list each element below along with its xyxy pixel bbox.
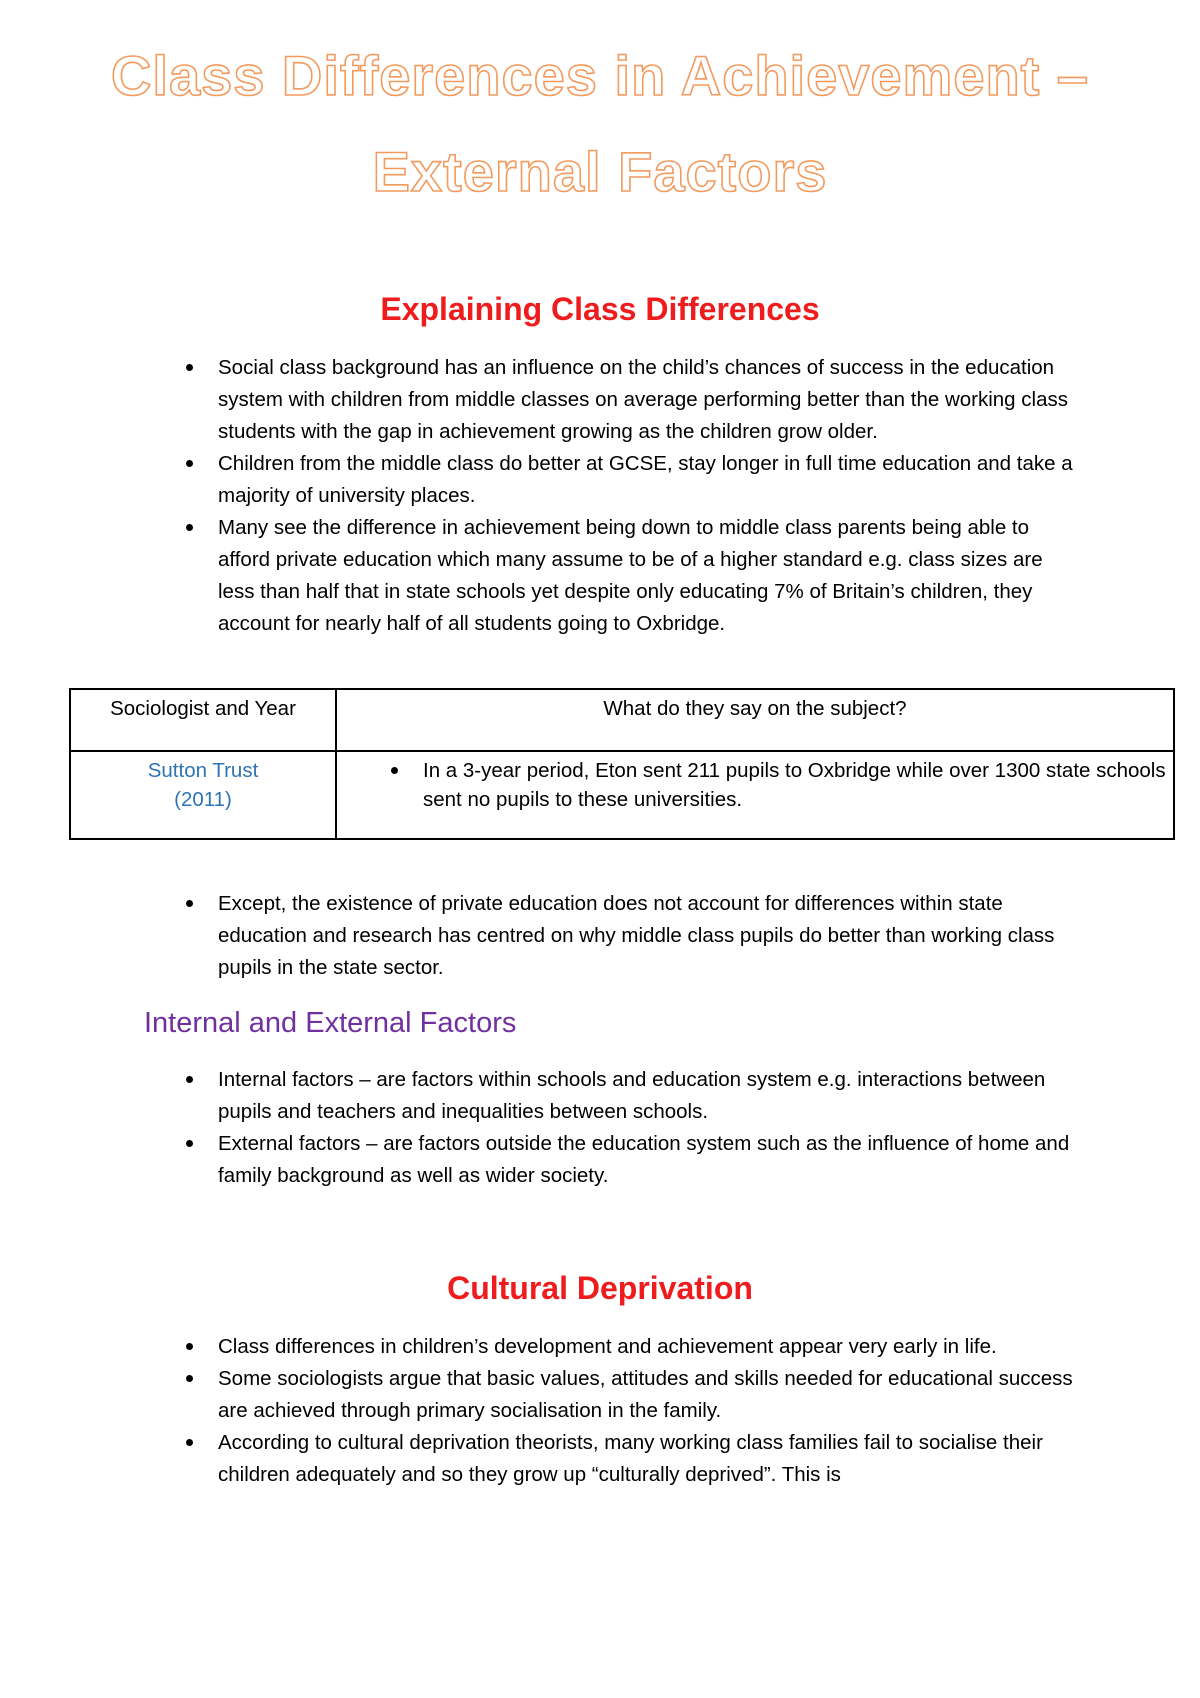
list-item: Except, the existence of private education does not account for differences within state education and research has centred on why middle class pupils do better than working class pupils in the state sector.	[218, 888, 1078, 984]
list-item: Social class background has an influence on the child’s chances of success in the education system with children from middle classes on average performing better than the working class students with the gap in achievement growing as the children grow older.	[218, 352, 1078, 448]
sociologist-name-text: Sutton Trust	[147, 759, 259, 782]
table-header-row	[70, 689, 1174, 751]
list-item: In a 3-year period, Eton sent 211 pupils to Oxbridge while over 1300 state schools sent no pupils to these universities.	[423, 756, 1173, 814]
sociologist-table	[69, 688, 1175, 840]
table-bullet-list	[337, 752, 1173, 814]
list-item: Some sociologists argue that basic values, attitudes and skills needed for educational success are achieved through primary socialisation in the family.	[218, 1363, 1078, 1427]
page-title-line-1: Class Differences in Achievement –	[110, 44, 1090, 107]
sociologist-name	[71, 752, 335, 814]
bullet-list-factors	[218, 1064, 1078, 1192]
header-what-they-say: What do they say on the subject?	[603, 697, 907, 720]
bullet-list-private-education	[218, 888, 1078, 984]
bullet-list-cultural-deprivation	[218, 1331, 1078, 1491]
list-item: According to cultural deprivation theorists, many working class families fail to socialise their children adequately and so they grow up “culturally deprived”. This is	[218, 1427, 1078, 1491]
header-sociologist-year: Sociologist and Year	[110, 697, 296, 720]
heading-cultural-deprivation: Cultural Deprivation	[447, 1270, 753, 1306]
table-header-cell	[336, 689, 1174, 751]
table-row	[70, 751, 1174, 839]
bullet-list-explaining	[218, 352, 1078, 640]
table-header-cell	[70, 689, 336, 751]
list-item: Class differences in children’s development and achievement appear very early in life.	[218, 1331, 1078, 1363]
list-item: External factors – are factors outside the education system such as the influence of home and family background as well as wider society.	[218, 1128, 1078, 1192]
heading-explaining-class-differences: Explaining Class Differences	[380, 291, 820, 327]
table-cell-point	[336, 751, 1174, 839]
list-item: Children from the middle class do better at GCSE, stay longer in full time education and take a majority of university places.	[218, 448, 1078, 512]
sociologist-year: (2011)	[174, 788, 232, 811]
list-item: Many see the difference in achievement being down to middle class parents being able to afford private education which many assume to be of a higher standard e.g. class sizes are less than half that in state schools yet despite only educating 7% of Britain’s children, they account for nearly half of all students going to Oxbridge.	[218, 512, 1078, 640]
heading-internal-external-factors: Internal and External Factors	[144, 1007, 517, 1039]
table-cell-sociologist	[70, 751, 336, 839]
page-title-line-2: External Factors	[372, 140, 828, 203]
list-item: Internal factors – are factors within schools and education system e.g. interactions between pupils and teachers and inequalities between schools.	[218, 1064, 1078, 1128]
